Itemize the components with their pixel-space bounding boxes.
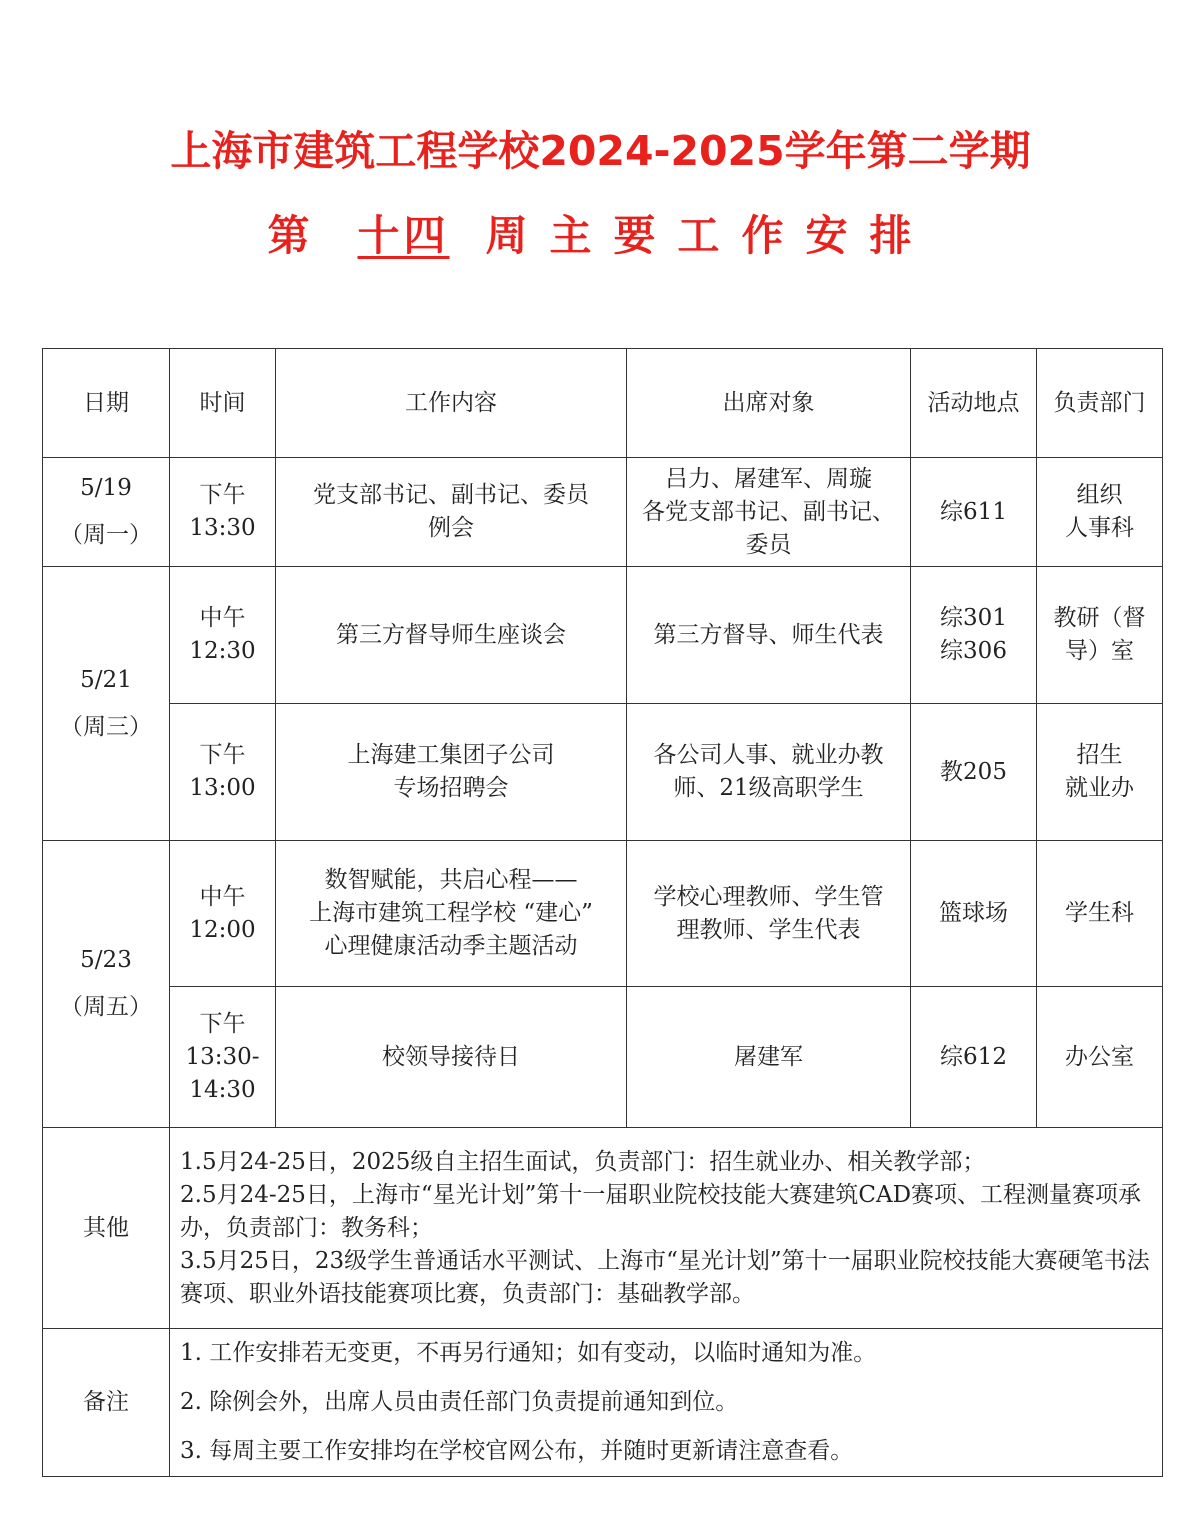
page-title: 上海市建筑工程学校2024-2025学年第二学期: [170, 127, 1031, 175]
content-line: 心理健康活动季主题活动: [324, 933, 578, 959]
header-location: 活动地点: [911, 349, 1037, 458]
other-item: 3.5月25日，23级学生普通话水平测试、上海市“星光计划”第十一届职业院校技能大赛硬笔书法赛项、职业外语技能赛项比赛，负责部门：基础教学部。: [180, 1247, 1150, 1307]
dept-line: 人事科: [1065, 515, 1134, 541]
header-dept: 负责部门: [1037, 349, 1163, 458]
dept-line: 就业办: [1065, 775, 1134, 801]
time-line: 中午: [199, 605, 246, 631]
attendees-line: 吕力、屠建军、周璇: [665, 465, 872, 492]
subtitle-suffix: 周主要工作安排: [485, 211, 934, 260]
weekday-value: （周三）: [60, 713, 152, 740]
time-line: 13:30: [189, 515, 256, 541]
notes-item: 2. 除例会外，出席人员由责任部门负责提前通知到位。: [180, 1389, 739, 1415]
time-cell: [170, 987, 276, 1128]
time-line: 13:30-: [185, 1043, 260, 1070]
other-content: [170, 1128, 1163, 1329]
content-cell: [276, 704, 627, 841]
notes-item: 1. 工作安排若无变更，不再另行通知；如有变动，以临时通知为准。: [180, 1340, 877, 1366]
notes-content: [170, 1329, 1163, 1477]
other-row: [43, 1128, 1163, 1329]
date-value: 5/19: [80, 475, 132, 501]
dept-line: 办公室: [1065, 1043, 1134, 1070]
attendees-cell: [627, 458, 911, 567]
subtitle-prefix: 第: [267, 211, 332, 260]
time-line: 下午: [199, 482, 246, 508]
other-item: 1.5月24-25日，2025级自主招生面试，负责部门：招生就业办、相关教学部；: [180, 1148, 986, 1175]
time-line: 12:30: [189, 638, 256, 664]
attendees-line: 第三方督导、师生代表: [653, 621, 884, 648]
header-row: [43, 349, 1163, 458]
header-date: 日期: [43, 349, 170, 458]
dept-line: 组织: [1076, 482, 1123, 508]
content-line: 校领导接待日: [382, 1043, 520, 1070]
location-line: 综611: [940, 498, 1007, 525]
time-line: 14:30: [189, 1076, 256, 1103]
header-time: 时间: [170, 349, 276, 458]
attendees-line: 各公司人事、就业办教: [653, 742, 884, 768]
dept-line: 教研（督: [1053, 605, 1146, 631]
content-cell: [276, 567, 627, 704]
notes-row: [43, 1329, 1163, 1477]
time-line: 下午: [199, 742, 246, 768]
schedule-table: [42, 348, 1163, 1477]
header-attendees: 出席对象: [627, 349, 911, 458]
attendees-line: 理教师、学生代表: [676, 916, 861, 943]
dept-cell: [1037, 841, 1163, 987]
other-label: 其他: [43, 1128, 170, 1329]
notes-label: 备注: [43, 1329, 170, 1477]
dept-cell: [1037, 987, 1163, 1128]
week-number: 十四: [357, 211, 450, 260]
notes-item: 3. 每周主要工作安排均在学校官网公布，并随时更新请注意查看。: [180, 1438, 854, 1464]
time-line: 12:00: [189, 916, 256, 943]
attendees-cell: [627, 567, 911, 704]
attendees-cell: [627, 841, 911, 987]
content-line: 第三方督导师生座谈会: [336, 621, 566, 648]
attendees-cell: [627, 704, 911, 841]
time-line: 13:00: [189, 775, 256, 801]
dept-cell: [1037, 704, 1163, 841]
location-cell: [911, 458, 1037, 567]
table-row: [43, 704, 1163, 841]
page-subtitle: [0, 203, 1201, 263]
other-item: 2.5月24-25日，上海市“星光计划”第十一届职业院校技能大赛建筑CAD赛项、工程测量赛项承办，负责部门：教务科；: [180, 1181, 1142, 1241]
date-cell: [43, 458, 170, 567]
table-row: [43, 567, 1163, 704]
time-cell: [170, 567, 276, 704]
content-line: 数智赋能，共启心程——: [324, 867, 578, 893]
location-cell: [911, 987, 1037, 1128]
content-line: 上海市建筑工程学校 “建心”: [309, 900, 593, 926]
dept-line: 学生科: [1065, 900, 1134, 926]
attendees-cell: [627, 987, 911, 1128]
date-cell: [43, 841, 170, 1128]
time-cell: [170, 841, 276, 987]
time-cell: [170, 704, 276, 841]
location-line: 综301: [940, 605, 1007, 631]
attendees-line: 师、21级高职学生: [673, 775, 864, 801]
location-cell: [911, 704, 1037, 841]
time-line: 下午: [199, 1010, 246, 1037]
location-cell: [911, 841, 1037, 987]
dept-line: 导）室: [1065, 638, 1134, 664]
location-line: 教205: [940, 758, 1007, 785]
date-value: 5/21: [80, 666, 132, 693]
location-line: 综306: [940, 638, 1007, 664]
dept-line: 招生: [1076, 742, 1123, 768]
location-line: 篮球场: [939, 900, 1008, 926]
content-line: 例会: [428, 515, 474, 541]
attendees-line: 学校心理教师、学生管: [653, 883, 884, 910]
weekday-value: （周五）: [60, 994, 152, 1020]
table-row: [43, 987, 1163, 1128]
attendees-line: 委员: [745, 531, 792, 558]
content-line: 上海建工集团子公司: [347, 742, 555, 768]
attendees-line: 各党支部书记、副书记、: [642, 498, 895, 525]
table-row: [43, 458, 1163, 567]
content-line: 专场招聘会: [393, 775, 509, 801]
attendees-line: 屠建军: [734, 1043, 803, 1070]
time-cell: [170, 458, 276, 567]
table-row: [43, 841, 1163, 987]
time-line: 中午: [199, 883, 246, 910]
dept-cell: [1037, 458, 1163, 567]
header-content: 工作内容: [276, 349, 627, 458]
dept-cell: [1037, 567, 1163, 704]
content-cell: [276, 458, 627, 567]
location-line: 综612: [940, 1043, 1007, 1070]
date-cell: [43, 567, 170, 841]
content-cell: [276, 841, 627, 987]
location-cell: [911, 567, 1037, 704]
content-line: 党支部书记、副书记、委员: [313, 482, 589, 508]
date-value: 5/23: [80, 947, 132, 973]
weekday-value: （周一）: [60, 522, 152, 548]
content-cell: [276, 987, 627, 1128]
